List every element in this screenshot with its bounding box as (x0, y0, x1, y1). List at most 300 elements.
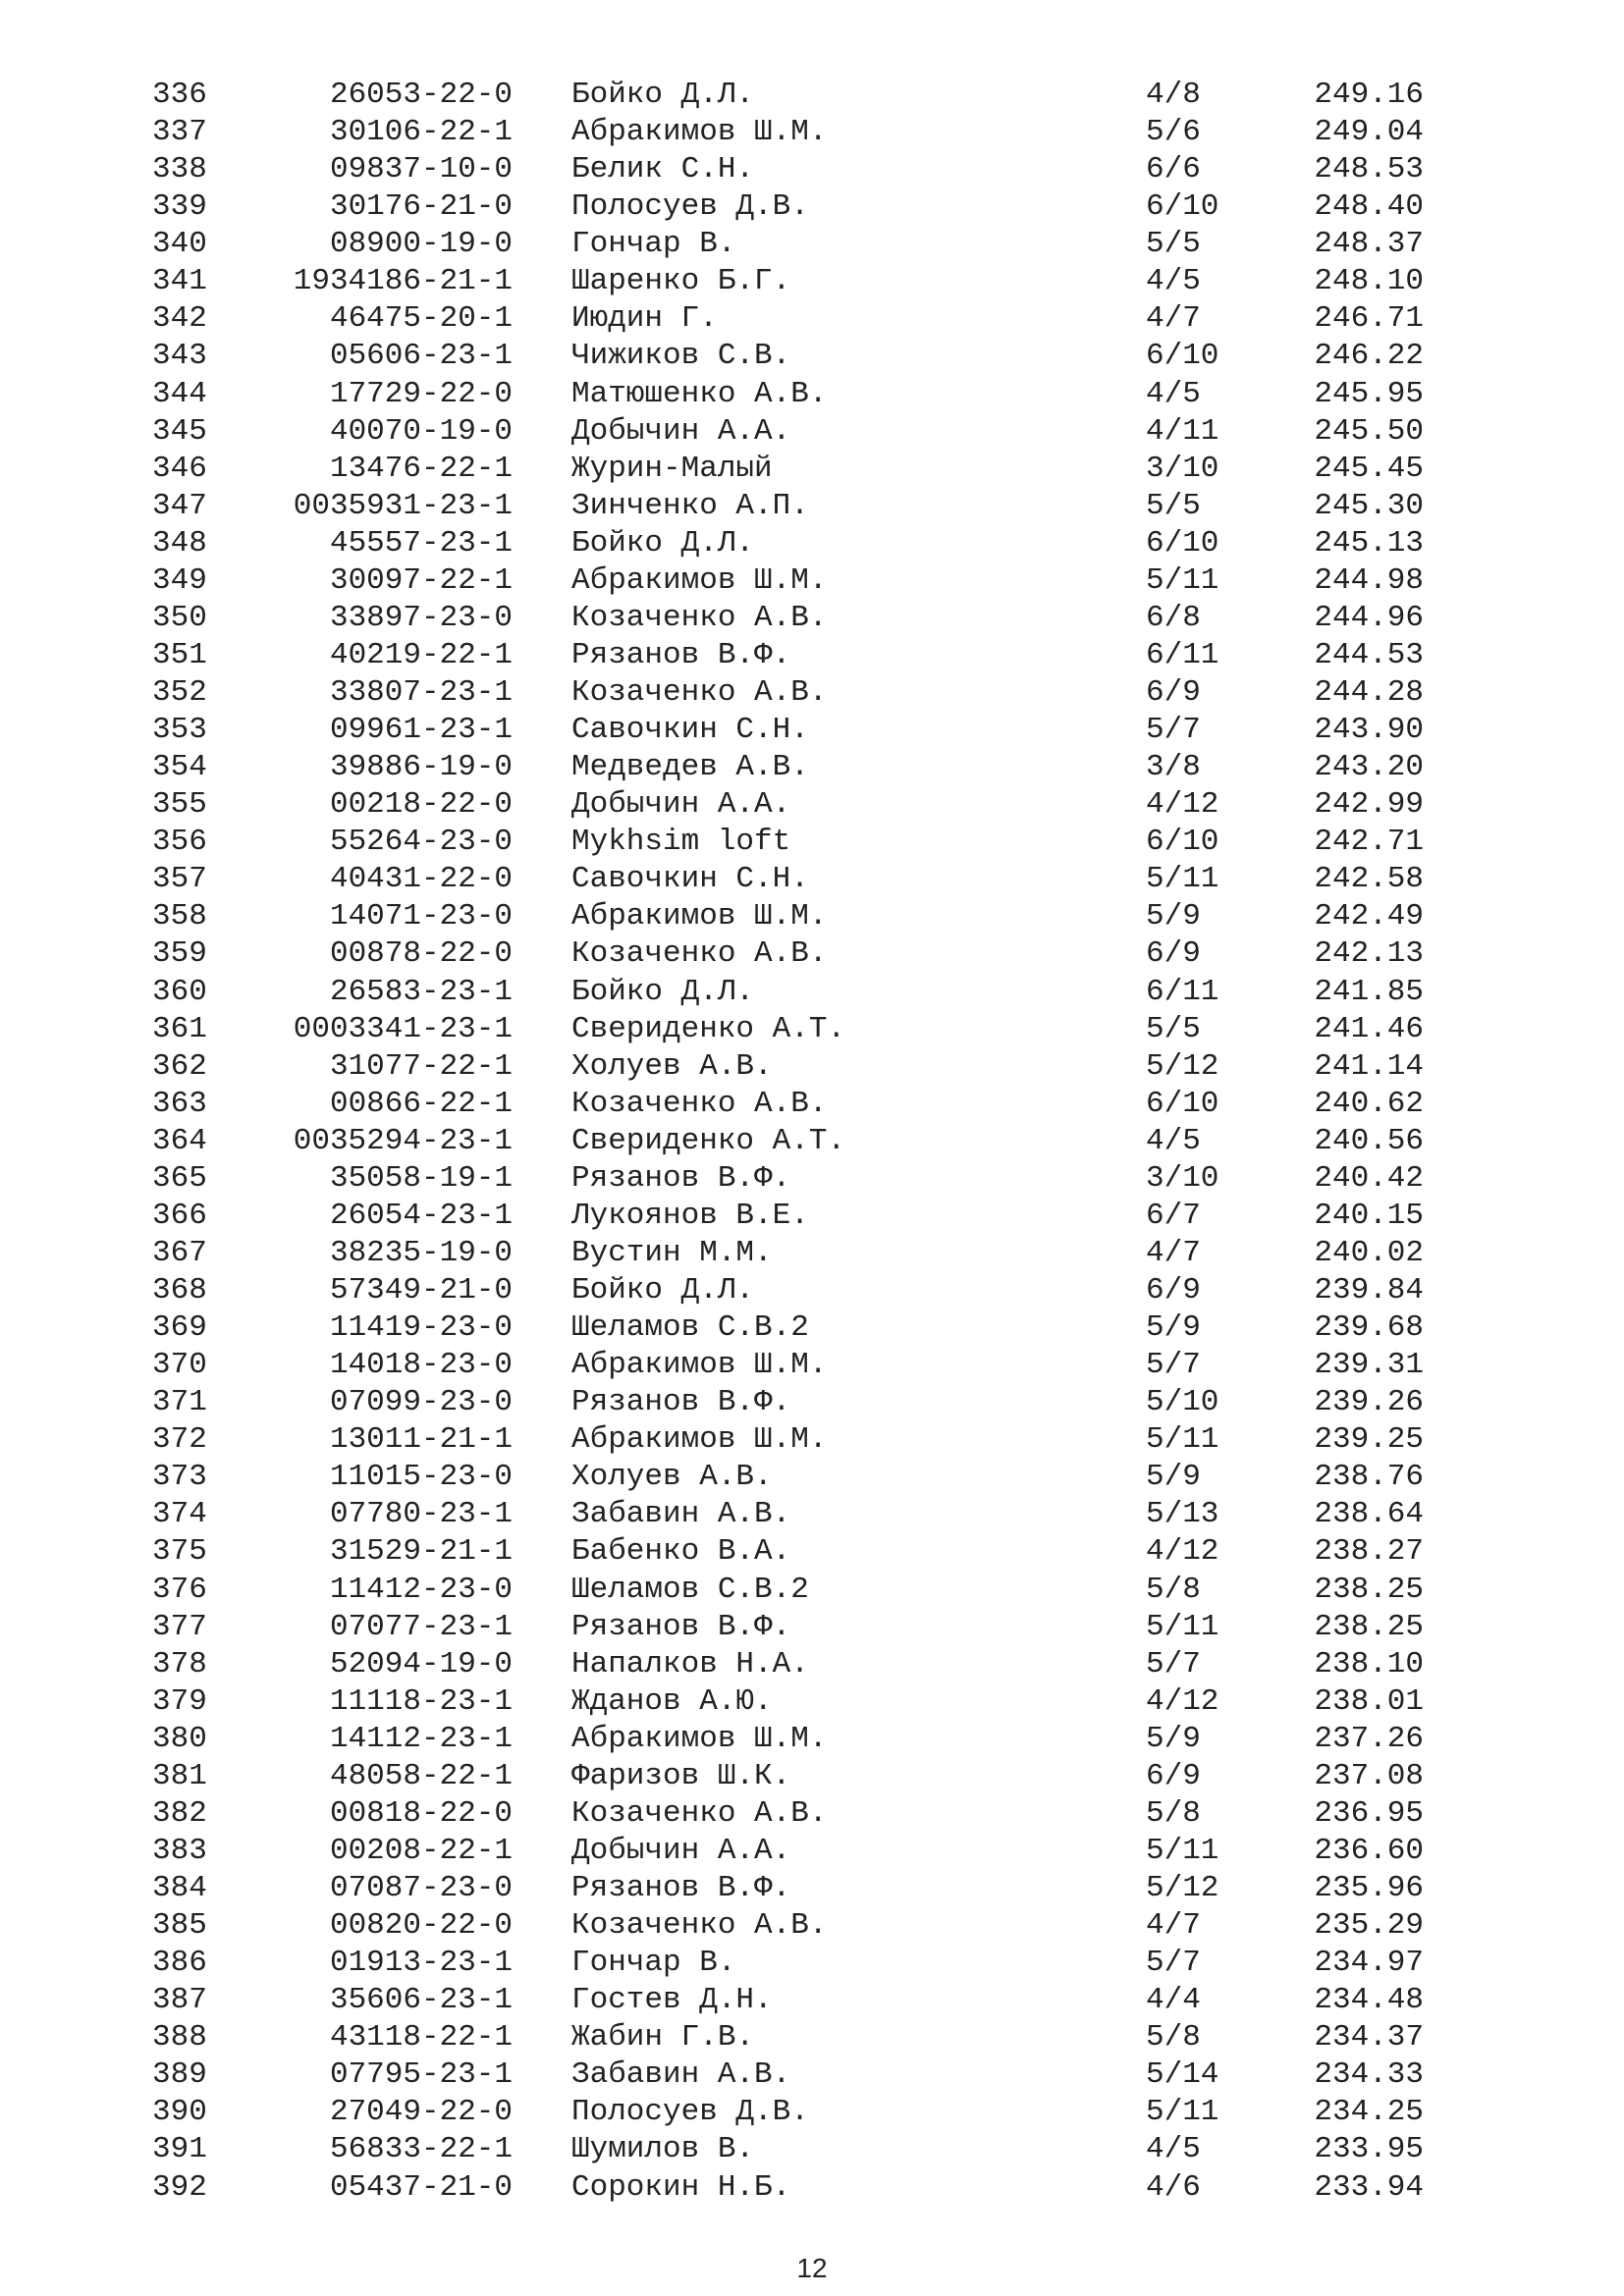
table-row (0, 1870, 1624, 1907)
table-row (0, 525, 1624, 562)
row-number-cell: 380 (152, 1721, 207, 1756)
table-row (0, 1123, 1624, 1160)
owner-name-cell: Шеламов С.В.2 (571, 1310, 809, 1346)
table-row (0, 226, 1624, 263)
row-number-cell: 386 (152, 1946, 207, 1981)
score-cell: 245.30 (1314, 488, 1424, 523)
table-row (0, 786, 1624, 824)
owner-name-cell: Абракимов Ш.М. (571, 1422, 828, 1458)
score-cell: 234.37 (1314, 2020, 1424, 2056)
owner-name-cell: Добычин А.А. (571, 787, 791, 823)
table-row (0, 1086, 1624, 1123)
table-row (0, 637, 1624, 674)
ratio-cell: 5/13 (1146, 1497, 1219, 1532)
page-number: 12 (796, 2253, 828, 2283)
score-cell: 244.96 (1314, 600, 1424, 635)
score-cell: 240.02 (1314, 1235, 1424, 1270)
table-row (0, 1907, 1624, 1945)
owner-name-cell: Матюшенко А.В. (571, 376, 828, 411)
ring-id-cell: 26054-23-1 (329, 1198, 513, 1233)
ring-id-cell: 46475-20-1 (329, 301, 513, 337)
ratio-cell: 6/10 (1146, 1086, 1219, 1121)
ratio-cell: 6/9 (1146, 936, 1201, 972)
ratio-cell: 5/10 (1146, 1385, 1219, 1420)
ring-id-cell: 00208-22-1 (329, 1833, 513, 1868)
score-cell: 238.76 (1314, 1460, 1424, 1495)
table-row (0, 188, 1624, 226)
owner-name-cell: Шумилов В. (571, 2132, 755, 2167)
owner-name-cell: Рязанов В.Ф. (571, 637, 791, 672)
score-cell: 248.37 (1314, 227, 1424, 262)
row-number-cell: 376 (152, 1572, 207, 1607)
table-row (0, 1945, 1624, 1982)
ring-id-cell: 17729-22-0 (329, 376, 513, 411)
ring-id-cell: 05437-21-0 (329, 2169, 513, 2205)
table-row (0, 898, 1624, 935)
ratio-cell: 6/7 (1146, 1198, 1201, 1233)
ratio-cell: 4/6 (1146, 2169, 1201, 2205)
ratio-cell: 5/11 (1146, 862, 1219, 897)
row-number-cell: 357 (152, 862, 207, 897)
row-number-cell: 354 (152, 750, 207, 785)
ratio-cell: 5/11 (1146, 2095, 1219, 2130)
table-row (0, 1982, 1624, 2019)
score-cell: 240.42 (1314, 1160, 1424, 1196)
ring-id-cell: 33897-23-0 (329, 600, 513, 635)
ring-id-cell: 30106-22-1 (329, 115, 513, 150)
score-cell: 246.22 (1314, 339, 1424, 374)
owner-name-cell: Напалков Н.А. (571, 1646, 809, 1682)
row-number-cell: 345 (152, 413, 207, 449)
score-cell: 238.64 (1314, 1497, 1424, 1532)
ring-id-cell: 1934186-21-1 (293, 264, 513, 299)
score-cell: 234.25 (1314, 2095, 1424, 2130)
row-number-cell: 375 (152, 1534, 207, 1570)
row-number-cell: 383 (152, 1833, 207, 1868)
owner-name-cell: Абракимов Ш.М. (571, 1721, 828, 1756)
score-cell: 238.27 (1314, 1534, 1424, 1570)
owner-name-cell: Лукоянов В.Е. (571, 1198, 809, 1233)
ring-id-cell: 11015-23-0 (329, 1460, 513, 1495)
table-row (0, 600, 1624, 637)
ratio-cell: 4/12 (1146, 1534, 1219, 1570)
ring-id-cell: 35058-19-1 (329, 1160, 513, 1196)
table-row (0, 1011, 1624, 1048)
table-row (0, 1235, 1624, 1272)
table-row (0, 1833, 1624, 1870)
row-number-cell: 336 (152, 78, 207, 112)
table-row (0, 712, 1624, 749)
table-row (0, 151, 1624, 188)
score-cell: 236.60 (1314, 1833, 1424, 1868)
ring-id-cell: 00866-22-1 (329, 1086, 513, 1121)
owner-name-cell: Июдин Г. (571, 301, 718, 337)
ring-id-cell: 43118-22-1 (329, 2020, 513, 2056)
score-cell: 248.40 (1314, 189, 1424, 225)
owner-name-cell: Забавин А.В. (571, 2057, 791, 2093)
ring-id-cell: 07099-23-0 (329, 1385, 513, 1420)
ring-id-cell: 11412-23-0 (329, 1572, 513, 1607)
table-row (0, 1160, 1624, 1198)
table-row (0, 2019, 1624, 2056)
ring-id-cell: 0035294-23-1 (293, 1123, 513, 1158)
ratio-cell: 5/9 (1146, 1721, 1201, 1756)
owner-name-cell: Забавин А.В. (571, 1497, 791, 1532)
row-number-cell: 369 (152, 1310, 207, 1346)
table-row (0, 1758, 1624, 1795)
ratio-cell: 5/8 (1146, 1795, 1201, 1831)
table-row (0, 935, 1624, 973)
row-number-cell: 350 (152, 600, 207, 635)
score-cell: 242.99 (1314, 787, 1424, 823)
row-number-cell: 368 (152, 1273, 207, 1308)
ring-id-cell: 40431-22-0 (329, 862, 513, 897)
score-cell: 234.97 (1314, 1946, 1424, 1981)
owner-name-cell: Козаченко А.В. (571, 675, 828, 710)
row-number-cell: 342 (152, 301, 207, 337)
ratio-cell: 6/8 (1146, 600, 1201, 635)
row-number-cell: 362 (152, 1048, 207, 1084)
ring-id-cell: 55264-23-0 (329, 825, 513, 860)
row-number-cell: 391 (152, 2132, 207, 2167)
row-number-cell: 381 (152, 1758, 207, 1793)
ring-id-cell: 07077-23-1 (329, 1609, 513, 1644)
ratio-cell: 5/8 (1146, 2020, 1201, 2056)
row-number-cell: 382 (152, 1795, 207, 1831)
ring-id-cell: 11118-23-1 (329, 1683, 513, 1719)
score-cell: 242.49 (1314, 899, 1424, 934)
score-cell: 240.56 (1314, 1123, 1424, 1158)
ring-id-cell: 00878-22-0 (329, 936, 513, 972)
ratio-cell: 5/9 (1146, 899, 1201, 934)
row-number-cell: 351 (152, 637, 207, 672)
row-number-cell: 346 (152, 451, 207, 486)
ratio-cell: 5/9 (1146, 1310, 1201, 1346)
ratio-cell: 5/12 (1146, 1048, 1219, 1084)
row-number-cell: 371 (152, 1385, 207, 1420)
owner-name-cell: Бойко Д.Л. (571, 525, 755, 561)
ratio-cell: 4/12 (1146, 1683, 1219, 1719)
score-cell: 245.13 (1314, 525, 1424, 561)
table-row (0, 562, 1624, 600)
ratio-cell: 6/10 (1146, 339, 1219, 374)
score-cell: 248.53 (1314, 152, 1424, 187)
ratio-cell: 5/11 (1146, 1833, 1219, 1868)
row-number-cell: 389 (152, 2057, 207, 2093)
score-cell: 241.46 (1314, 1011, 1424, 1046)
score-cell: 242.13 (1314, 936, 1424, 972)
owner-name-cell: Добычин А.А. (571, 413, 791, 449)
ratio-cell: 5/5 (1146, 227, 1201, 262)
ring-id-cell: 00218-22-0 (329, 787, 513, 823)
row-number-cell: 364 (152, 1123, 207, 1158)
ring-id-cell: 26583-23-1 (329, 974, 513, 1009)
ring-id-cell: 14018-23-0 (329, 1348, 513, 1383)
row-number-cell: 347 (152, 488, 207, 523)
score-cell: 239.68 (1314, 1310, 1424, 1346)
owner-name-cell: Рязанов В.Ф. (571, 1871, 791, 1905)
table-row (0, 861, 1624, 898)
score-cell: 249.16 (1314, 78, 1424, 112)
row-number-cell: 339 (152, 189, 207, 225)
score-cell: 242.58 (1314, 862, 1424, 897)
row-number-cell: 372 (152, 1422, 207, 1458)
ring-id-cell: 26053-22-0 (329, 78, 513, 112)
table-row (0, 1683, 1624, 1721)
score-cell: 234.33 (1314, 2057, 1424, 2093)
score-cell: 243.90 (1314, 713, 1424, 748)
score-cell: 241.85 (1314, 974, 1424, 1009)
score-cell: 236.95 (1314, 1795, 1424, 1831)
row-number-cell: 340 (152, 227, 207, 262)
ratio-cell: 4/7 (1146, 1908, 1201, 1944)
table-row (0, 2131, 1624, 2168)
score-cell: 245.95 (1314, 376, 1424, 411)
owner-name-cell: Медведев А.В. (571, 750, 809, 785)
row-number-cell: 344 (152, 376, 207, 411)
owner-name-cell: Холуев А.В. (571, 1048, 773, 1084)
table-row (0, 1272, 1624, 1309)
owner-name-cell: Фаризов Ш.К. (571, 1758, 791, 1793)
owner-name-cell: Свериденко А.Т. (571, 1123, 846, 1158)
table-row (0, 1384, 1624, 1421)
owner-name-cell: Бойко Д.Л. (571, 974, 755, 1009)
ratio-cell: 6/11 (1146, 637, 1219, 672)
ratio-cell: 4/5 (1146, 376, 1201, 411)
row-number-cell: 367 (152, 1235, 207, 1270)
ring-id-cell: 14112-23-1 (329, 1721, 513, 1756)
owner-name-cell: Козаченко А.В. (571, 936, 828, 972)
owner-name-cell: Абракимов Ш.М. (571, 899, 828, 934)
row-number-cell: 353 (152, 713, 207, 748)
score-cell: 237.26 (1314, 1721, 1424, 1756)
ratio-cell: 3/10 (1146, 1160, 1219, 1196)
table-row (0, 77, 1624, 114)
table-row (0, 1533, 1624, 1571)
row-number-cell: 348 (152, 525, 207, 561)
table-row (0, 674, 1624, 712)
row-number-cell: 355 (152, 787, 207, 823)
row-number-cell: 378 (152, 1646, 207, 1682)
ring-id-cell: 14071-23-0 (329, 899, 513, 934)
row-number-cell: 337 (152, 115, 207, 150)
row-number-cell: 338 (152, 152, 207, 187)
row-number-cell: 387 (152, 1983, 207, 2018)
row-number-cell: 373 (152, 1460, 207, 1495)
score-cell: 238.01 (1314, 1683, 1424, 1719)
table-row (0, 1048, 1624, 1086)
score-cell: 241.14 (1314, 1048, 1424, 1084)
table-row (0, 1459, 1624, 1496)
row-number-cell: 366 (152, 1198, 207, 1233)
score-cell: 246.71 (1314, 301, 1424, 337)
score-cell: 245.45 (1314, 451, 1424, 486)
ratio-cell: 4/7 (1146, 1235, 1201, 1270)
ratio-cell: 5/9 (1146, 1460, 1201, 1495)
ratio-cell: 4/5 (1146, 2132, 1201, 2167)
table-row (0, 1572, 1624, 1609)
row-number-cell: 359 (152, 936, 207, 972)
row-number-cell: 343 (152, 339, 207, 374)
score-cell: 234.48 (1314, 1983, 1424, 2018)
row-number-cell: 365 (152, 1160, 207, 1196)
owner-name-cell: Mykhsim loft (571, 825, 791, 860)
row-number-cell: 379 (152, 1683, 207, 1719)
table-row (0, 2056, 1624, 2094)
table-row (0, 1721, 1624, 1758)
owner-name-cell: Зинченко А.П. (571, 488, 809, 523)
owner-name-cell: Абракимов Ш.М. (571, 1348, 828, 1383)
score-cell: 240.62 (1314, 1086, 1424, 1121)
score-cell: 239.84 (1314, 1273, 1424, 1308)
ratio-cell: 5/14 (1146, 2057, 1219, 2093)
owner-name-cell: Козаченко А.В. (571, 1795, 828, 1831)
ratio-cell: 3/10 (1146, 451, 1219, 486)
row-number-cell: 384 (152, 1871, 207, 1905)
ratio-cell: 5/11 (1146, 1422, 1219, 1458)
owner-name-cell: Добычин А.А. (571, 1833, 791, 1868)
owner-name-cell: Белик С.Н. (571, 152, 755, 187)
ring-id-cell: 09837-10-0 (329, 152, 513, 187)
ring-id-cell: 30097-22-1 (329, 562, 513, 598)
owner-name-cell: Холуев А.В. (571, 1460, 773, 1495)
ring-id-cell: 31529-21-1 (329, 1534, 513, 1570)
table-row (0, 824, 1624, 861)
score-cell: 244.28 (1314, 675, 1424, 710)
owner-name-cell: Савочкин С.Н. (571, 862, 809, 897)
ratio-cell: 6/9 (1146, 1758, 1201, 1793)
owner-name-cell: Рязанов В.Ф. (571, 1609, 791, 1644)
score-cell: 245.50 (1314, 413, 1424, 449)
table-row (0, 263, 1624, 300)
ring-id-cell: 00818-22-0 (329, 1795, 513, 1831)
table-row (0, 451, 1624, 488)
ratio-cell: 5/12 (1146, 1871, 1219, 1905)
score-cell: 244.98 (1314, 562, 1424, 598)
owner-name-cell: Рязанов В.Ф. (571, 1160, 791, 1196)
score-cell: 244.53 (1314, 637, 1424, 672)
ratio-cell: 5/7 (1146, 713, 1201, 748)
owner-name-cell: Абракимов Ш.М. (571, 562, 828, 598)
table-row (0, 749, 1624, 786)
ring-id-cell: 13476-22-1 (329, 451, 513, 486)
owner-name-cell: Бойко Д.Л. (571, 78, 755, 112)
ratio-cell: 6/9 (1146, 675, 1201, 710)
table-row (0, 1421, 1624, 1459)
ring-id-cell: 01913-23-1 (329, 1946, 513, 1981)
table-row (0, 376, 1624, 413)
row-number-cell: 390 (152, 2095, 207, 2130)
row-number-cell: 388 (152, 2020, 207, 2056)
owner-name-cell: Шаренко Б.Г. (571, 264, 791, 299)
row-number-cell: 363 (152, 1086, 207, 1121)
table-row (0, 1609, 1624, 1646)
ratio-cell: 5/7 (1146, 1646, 1201, 1682)
ratio-cell: 4/4 (1146, 1983, 1201, 2018)
ring-id-cell: 48058-22-1 (329, 1758, 513, 1793)
ring-id-cell: 0035931-23-1 (293, 488, 513, 523)
ratio-cell: 6/11 (1146, 974, 1219, 1009)
score-cell: 239.31 (1314, 1348, 1424, 1383)
ring-id-cell: 30176-21-0 (329, 189, 513, 225)
owner-name-cell: Журин-Малый (571, 451, 773, 486)
score-cell: 238.25 (1314, 1609, 1424, 1644)
table-row (0, 488, 1624, 525)
row-number-cell: 356 (152, 825, 207, 860)
owner-name-cell: Гостев Д.Н. (571, 1983, 773, 2018)
ratio-cell: 5/7 (1146, 1946, 1201, 1981)
ring-id-cell: 35606-23-1 (329, 1983, 513, 2018)
ring-id-cell: 0003341-23-1 (293, 1011, 513, 1046)
ring-id-cell: 05606-23-1 (329, 339, 513, 374)
table-row (0, 1198, 1624, 1235)
score-cell: 248.10 (1314, 264, 1424, 299)
row-number-cell: 358 (152, 899, 207, 934)
ring-id-cell: 38235-19-0 (329, 1235, 513, 1270)
table-row (0, 1795, 1624, 1833)
ratio-cell: 5/11 (1146, 1609, 1219, 1644)
ring-id-cell: 27049-22-0 (329, 2095, 513, 2130)
owner-name-cell: Козаченко А.В. (571, 1908, 828, 1944)
owner-name-cell: Гончар В. (571, 1946, 736, 1981)
ratio-cell: 5/7 (1146, 1348, 1201, 1383)
row-number-cell: 361 (152, 1011, 207, 1046)
table-row (0, 300, 1624, 338)
score-cell: 239.26 (1314, 1385, 1424, 1420)
ratio-cell: 5/6 (1146, 115, 1201, 150)
owner-name-cell: Чижиков С.В. (571, 339, 791, 374)
table-row (0, 114, 1624, 151)
ratio-cell: 6/6 (1146, 152, 1201, 187)
table-row (0, 2094, 1624, 2131)
score-cell: 243.20 (1314, 750, 1424, 785)
ring-id-cell: 08900-19-0 (329, 227, 513, 262)
ratio-cell: 4/5 (1146, 264, 1201, 299)
table-row (0, 974, 1624, 1011)
ratio-cell: 4/11 (1146, 413, 1219, 449)
owner-name-cell: Полосуев Д.В. (571, 2095, 809, 2130)
owner-name-cell: Свериденко А.Т. (571, 1011, 846, 1046)
score-cell: 239.25 (1314, 1422, 1424, 1458)
table-row (0, 1646, 1624, 1683)
table-row (0, 1309, 1624, 1347)
score-cell: 235.29 (1314, 1908, 1424, 1944)
ring-id-cell: 07780-23-1 (329, 1497, 513, 1532)
score-cell: 249.04 (1314, 115, 1424, 150)
owner-name-cell: Полосуев Д.В. (571, 189, 809, 225)
score-cell: 242.71 (1314, 825, 1424, 860)
owner-name-cell: Козаченко А.В. (571, 1086, 828, 1121)
ring-id-cell: 40070-19-0 (329, 413, 513, 449)
ring-id-cell: 31077-22-1 (329, 1048, 513, 1084)
row-number-cell: 352 (152, 675, 207, 710)
ratio-cell: 4/5 (1146, 1123, 1201, 1158)
row-number-cell: 392 (152, 2169, 207, 2205)
table-row (0, 338, 1624, 375)
ring-id-cell: 52094-19-0 (329, 1646, 513, 1682)
owner-name-cell: Козаченко А.В. (571, 600, 828, 635)
ring-id-cell: 00820-22-0 (329, 1908, 513, 1944)
owner-name-cell: Жданов А.Ю. (571, 1683, 773, 1719)
row-number-cell: 377 (152, 1609, 207, 1644)
ring-id-cell: 07795-23-1 (329, 2057, 513, 2093)
ring-id-cell: 45557-23-1 (329, 525, 513, 561)
row-number-cell: 341 (152, 264, 207, 299)
row-number-cell: 374 (152, 1497, 207, 1532)
ring-id-cell: 07087-23-0 (329, 1871, 513, 1905)
score-cell: 238.10 (1314, 1646, 1424, 1682)
row-number-cell: 360 (152, 974, 207, 1009)
